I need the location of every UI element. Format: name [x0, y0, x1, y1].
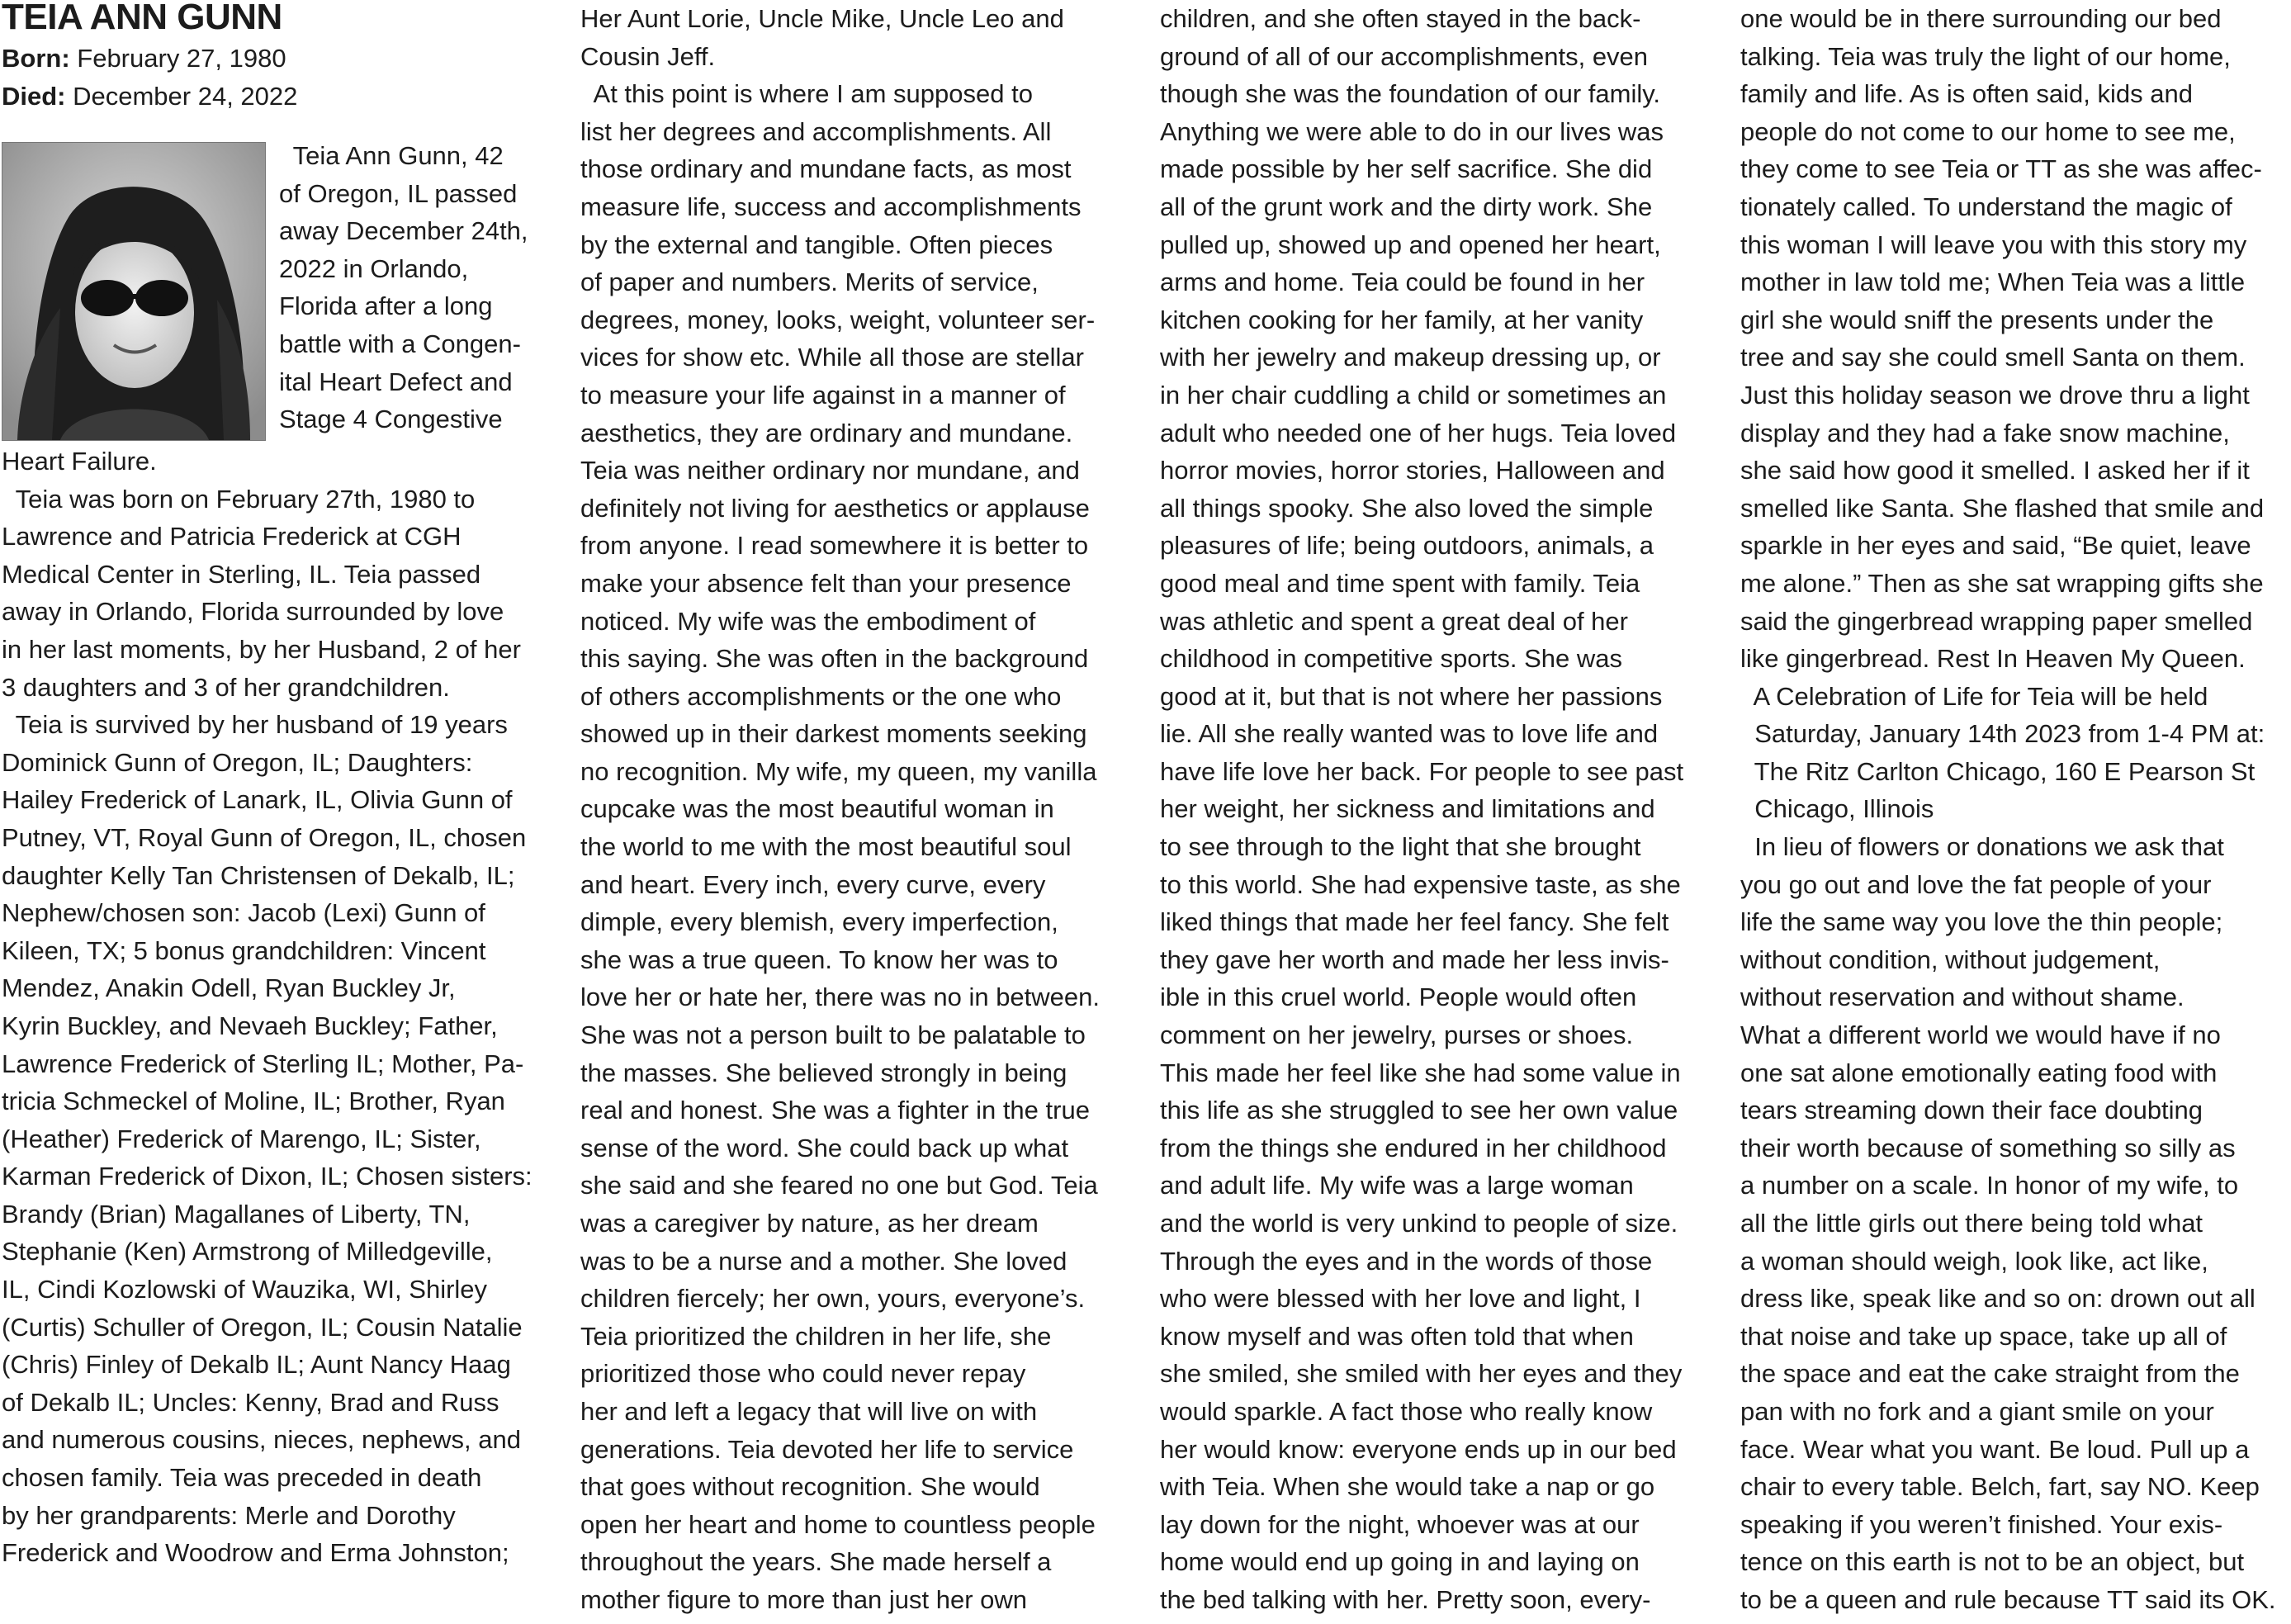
- text-line: Dominick Gunn of Oregon, IL; Daughters:: [2, 747, 473, 777]
- text-line: ground of all of our accomplishments, even: [1160, 41, 1649, 71]
- text-line: This made her feel like she had some value in: [1160, 1058, 1681, 1087]
- photo-wrap-text: [279, 137, 543, 438]
- text-line: in her last moments, by her Husband, 2 of her: [2, 634, 521, 664]
- text-line: girl she would sniff the presents under the: [1740, 305, 2214, 334]
- text-line: Stephanie (Ken) Armstrong of Milledgeville,: [2, 1237, 493, 1267]
- text-line: Brandy (Brian) Magallanes of Liberty, TN,: [2, 1199, 471, 1229]
- text-line: The Ritz Carlton Chicago, 160 E Pearson St: [1740, 756, 2255, 786]
- text-line: A Celebration of Life for Teia will be held: [1740, 681, 2208, 711]
- text-line: definitely not living for aesthetics or applause: [580, 493, 1090, 523]
- text-line: Frederick and Woodrow and Erma Johnston;: [2, 1538, 509, 1568]
- text-line: ital Heart Defect and: [279, 367, 513, 396]
- text-line: Just this holiday season we drove thru a light: [1740, 380, 2250, 410]
- text-line: smelled like Santa. She flashed that smile and: [1740, 493, 2265, 523]
- text-line: (Chris) Finley of Dekalb IL; Aunt Nancy Haag: [2, 1350, 511, 1380]
- text-line: Nephew/chosen son: Jacob (Lexi) Gunn of: [2, 898, 485, 928]
- text-line: like gingerbread. Rest In Heaven My Queen.: [1740, 644, 2246, 674]
- text-line: who were blessed with her love and light, I: [1160, 1284, 1641, 1314]
- text-line: Florida after a long: [279, 291, 493, 321]
- text-line: Anything we were able to do in our lives was: [1160, 116, 1664, 146]
- text-line: dress like, speak like and so on: drown out all: [1740, 1284, 2255, 1314]
- text-line: Kileen, TX; 5 bonus grandchildren: Vincent: [2, 935, 486, 965]
- text-line: from anyone. I read somewhere it is better to: [580, 531, 1089, 561]
- text-line: (Heather) Frederick of Marengo, IL; Sister,: [2, 1124, 481, 1153]
- text-line: all of the grunt work and the dirty work. She: [1160, 192, 1653, 221]
- text-line: know myself and was often told that when: [1160, 1321, 1634, 1351]
- text-line: 3 daughters and 3 of her grandchildren.: [2, 672, 450, 702]
- text-line: tree and say she could smell Santa on them.: [1740, 343, 2246, 372]
- text-line: 2022 in Orlando,: [279, 253, 469, 283]
- text-line: talking. Teia was truly the light of our home,: [1740, 41, 2231, 71]
- text-line: Teia was born on February 27th, 1980 to: [2, 484, 476, 514]
- column-3: [1160, 0, 1717, 1624]
- text-line: her weight, her sickness and limitations and: [1160, 794, 1655, 824]
- text-line: tionately called. To understand the magic of: [1740, 192, 2232, 221]
- text-line: no recognition. My wife, my queen, my vanilla: [580, 756, 1097, 786]
- text-line: by the external and tangible. Often pieces: [580, 230, 1053, 259]
- text-line: said the gingerbread wrapping paper smelled: [1740, 606, 2253, 636]
- died-line: [2, 78, 547, 116]
- photo-row: [2, 137, 547, 443]
- text-line: speaking if you weren’t finished. Your exis-: [1740, 1509, 2223, 1539]
- text-line: adult who needed one of her hugs. Teia loved: [1160, 418, 1677, 447]
- text-line: Karman Frederick of Dixon, IL; Chosen sisters:: [2, 1162, 533, 1191]
- text-line: those ordinary and mundane facts, as most: [580, 154, 1072, 184]
- text-line: dimple, every blemish, every imperfection,: [580, 907, 1058, 937]
- text-line: chair to every table. Belch, fart, say NO. Keep: [1740, 1472, 2260, 1502]
- text-line: Teia was neither ordinary nor mundane, and: [580, 456, 1080, 485]
- text-line: lie. All she really wanted was to love life and: [1160, 719, 1659, 749]
- text-line: comment on her jewelry, purses or shoes.: [1160, 1020, 1634, 1050]
- text-line: children fiercely; her own, yours, everyone’s.: [580, 1284, 1086, 1314]
- text-line: Mendez, Anakin Odell, Ryan Buckley Jr,: [2, 973, 456, 1003]
- text-line: IL, Cindi Kozlowski of Wauzika, WI, Shirley: [2, 1275, 488, 1304]
- text-line: and the world is very unkind to people of size.: [1160, 1209, 1678, 1238]
- text-line: childhood in competitive sports. She was: [1160, 644, 1623, 674]
- text-line: noticed. My wife was the embodiment of: [580, 606, 1036, 636]
- text-line: Stage 4 Congestive: [279, 405, 503, 434]
- text-line: one would be in there surrounding our bed: [1740, 4, 2222, 33]
- text-line: she smiled, she smiled with her eyes and they: [1160, 1359, 1683, 1389]
- text-line: a woman should weigh, look like, act like,: [1740, 1246, 2208, 1276]
- text-line: in her chair cuddling a child or sometimes an: [1160, 380, 1667, 410]
- text-line: Chicago, Illinois: [1740, 794, 1934, 824]
- text-line: from the things she endured in her childhood: [1160, 1133, 1667, 1162]
- column-2: [580, 0, 1135, 1624]
- text-line: love her or hate her, there was no in between.: [580, 982, 1101, 1012]
- text-line: kitchen cooking for her family, at her vanity: [1160, 305, 1644, 334]
- text-line: and heart. Every inch, every curve, every: [580, 869, 1046, 899]
- text-line: she was a true queen. To know her was to: [580, 945, 1058, 974]
- text-line: showed up in their darkest moments seeking: [580, 719, 1087, 749]
- text-line: She was not a person built to be palatable to: [580, 1020, 1086, 1050]
- text-line: Lawrence and Patricia Frederick at CGH: [2, 522, 462, 552]
- text-line: vices for show etc. While all those are stellar: [580, 343, 1084, 372]
- text-line: have life love her back. For people to see past: [1160, 756, 1684, 786]
- text-line: pulled up, showed up and opened her heart,: [1160, 230, 1661, 259]
- text-line: was to be a nurse and a mother. She loved: [580, 1246, 1067, 1276]
- column-3-body: [1160, 0, 1717, 1619]
- text-line: to measure your life against in a manner of: [580, 380, 1066, 410]
- text-line: What a different world we would have if no: [1740, 1020, 2221, 1050]
- text-line: Saturday, January 14th 2023 from 1-4 PM at:: [1740, 719, 2265, 749]
- text-line: without condition, without judgement,: [1740, 945, 2161, 974]
- text-line: her would know: everyone ends up in our bed: [1160, 1434, 1677, 1464]
- text-line: her and left a legacy that will live on with: [580, 1396, 1038, 1426]
- text-line: arms and home. Teia could be found in her: [1160, 268, 1645, 297]
- text-line: she said how good it smelled. I asked her if it: [1740, 456, 2250, 485]
- text-line: was a caregiver by nature, as her dream: [580, 1209, 1039, 1238]
- text-line: to see through to the light that she brought: [1160, 832, 1641, 862]
- text-line: the world to me with the most beautiful soul: [580, 832, 1072, 862]
- text-line: was athletic and spent a great deal of her: [1160, 606, 1628, 636]
- text-line: In lieu of flowers or donations we ask that: [1740, 832, 2224, 862]
- text-line: one sat alone emotionally eating food with: [1740, 1058, 2218, 1087]
- text-line: Hailey Frederick of Lanark, IL, Olivia Gunn of: [2, 785, 513, 815]
- column-1-body: [2, 443, 547, 1572]
- text-line: pan with no fork and a giant smile on your: [1740, 1396, 2214, 1426]
- died-value: December 24, 2022: [65, 82, 298, 111]
- text-line: by her grandparents: Merle and Dorothy: [2, 1500, 456, 1530]
- text-line: of paper and numbers. Merits of service,: [580, 268, 1039, 297]
- text-line: of others accomplishments or the one who: [580, 681, 1062, 711]
- text-line: without reservation and without shame.: [1740, 982, 2184, 1012]
- born-line: [2, 40, 547, 78]
- text-line: away December 24th,: [279, 216, 528, 246]
- text-line: this life as she struggled to see her own value: [1160, 1096, 1678, 1125]
- text-line: chosen family. Teia was preceded in death: [2, 1463, 482, 1493]
- text-line: good meal and time spent with family. Teia: [1160, 568, 1640, 598]
- text-line: of Oregon, IL passed: [279, 178, 518, 208]
- text-line: Teia is survived by her husband of 19 years: [2, 710, 508, 740]
- text-line: good at it, but that is not where her passions: [1160, 681, 1663, 711]
- text-line: make your absence felt than your presence: [580, 568, 1072, 598]
- text-line: Putney, VT, Royal Gunn of Oregon, IL, chosen: [2, 822, 527, 852]
- text-line: the bed talking with her. Pretty soon, every-: [1160, 1584, 1651, 1614]
- text-line: Heart Failure.: [2, 447, 157, 476]
- text-line: the space and eat the cake straight from the: [1740, 1359, 2240, 1389]
- text-line: real and honest. She was a fighter in the true: [580, 1096, 1090, 1125]
- text-line: they come to see Teia or TT as she was affec-: [1740, 154, 2262, 184]
- text-line: life the same way you love the thin people;: [1740, 907, 2223, 937]
- born-label: Born:: [2, 44, 70, 73]
- text-line: aesthetics, they are ordinary and mundane.: [580, 418, 1073, 447]
- text-line: away in Orlando, Florida surrounded by love: [2, 597, 504, 627]
- text-line: to be a queen and rule because TT said its OK.: [1740, 1584, 2276, 1614]
- text-line: Teia Ann Gunn, 42: [279, 141, 504, 170]
- text-line: me alone.” Then as she sat wrapping gifts she: [1740, 568, 2264, 598]
- text-line: they gave her worth and made her less invis-: [1160, 945, 1669, 974]
- obituary-name: TEIA ANN GUNN: [2, 0, 282, 37]
- text-line: pleasures of life; being outdoors, animals, a: [1160, 531, 1654, 561]
- text-line: that noise and take up space, take up all of: [1740, 1321, 2227, 1351]
- text-line: lay down for the night, whoever was at our: [1160, 1509, 1640, 1539]
- text-line: children, and she often stayed in the back-: [1160, 4, 1641, 33]
- text-line: their worth because of something so silly as: [1740, 1133, 2236, 1162]
- column-2-body: [580, 0, 1135, 1619]
- text-line: home would end up going in and laying on: [1160, 1547, 1640, 1577]
- text-line: that goes without recognition. She would: [580, 1472, 1040, 1502]
- text-line: though she was the foundation of our family.: [1160, 79, 1661, 109]
- text-line: measure life, success and accomplishments: [580, 192, 1082, 221]
- text-line: people do not come to our home to see me,: [1740, 116, 2236, 146]
- text-line: tence on this earth is not to be an object, but: [1740, 1547, 2245, 1577]
- text-line: (Curtis) Schuller of Oregon, IL; Cousin Natalie: [2, 1312, 523, 1342]
- text-line: Kyrin Buckley, and Nevaeh Buckley; Father,: [2, 1011, 498, 1040]
- text-line: Lawrence Frederick of Sterling IL; Mother, Pa-: [2, 1049, 524, 1078]
- text-line: cupcake was the most beautiful woman in: [580, 794, 1054, 824]
- text-line: tears streaming down their face doubting: [1740, 1096, 2203, 1125]
- text-line: mother figure to more than just her own: [580, 1584, 1028, 1614]
- text-line: prioritized those who could never repay: [580, 1359, 1026, 1389]
- text-line: made possible by her self sacrifice. She did: [1160, 154, 1653, 184]
- text-line: all things spooky. She also loved the simple: [1160, 493, 1654, 523]
- text-line: tricia Schmeckel of Moline, IL; Brother, Ryan: [2, 1087, 505, 1116]
- portrait-photo-icon: [2, 143, 265, 440]
- text-line: all the little girls out there being told what: [1740, 1209, 2203, 1238]
- text-line: family and life. As is often said, kids and: [1740, 79, 2193, 109]
- portrait-photo: [2, 142, 266, 441]
- died-label: Died:: [2, 82, 66, 111]
- text-line: with her jewelry and makeup dressing up, or: [1160, 343, 1661, 372]
- column-4: [1740, 0, 2291, 1624]
- text-line: throughout the years. She made herself a: [580, 1547, 1052, 1577]
- text-line: sparkle in her eyes and said, “Be quiet, leave: [1740, 531, 2251, 561]
- text-line: Cousin Jeff.: [580, 41, 716, 71]
- text-line: the masses. She believed strongly in being: [580, 1058, 1067, 1087]
- text-line: and numerous cousins, nieces, nephews, and: [2, 1425, 522, 1455]
- text-line: mother in law told me; When Teia was a little: [1740, 268, 2246, 297]
- text-line: with Teia. When she would take a nap or go: [1160, 1472, 1655, 1502]
- text-line: she said and she feared no one but God. Teia: [580, 1171, 1098, 1200]
- text-line: Teia prioritized the children in her life, she: [580, 1321, 1052, 1351]
- text-line: degrees, money, looks, weight, volunteer ser-: [580, 305, 1096, 334]
- text-line: of Dekalb IL; Uncles: Kenny, Brad and Russ: [2, 1387, 499, 1417]
- text-line: daughter Kelly Tan Christensen of Dekalb, IL;: [2, 860, 515, 890]
- text-line: liked things that made her feel fancy. She felt: [1160, 907, 1669, 937]
- text-line: Her Aunt Lorie, Uncle Mike, Uncle Leo and: [580, 4, 1064, 33]
- text-line: list her degrees and accomplishments. All: [580, 116, 1052, 146]
- born-value: February 27, 1980: [69, 44, 286, 73]
- text-line: generations. Teia devoted her life to service: [580, 1434, 1074, 1464]
- column-1: [2, 0, 547, 1624]
- text-line: horror movies, horror stories, Halloween and: [1160, 456, 1665, 485]
- text-line: At this point is where I am supposed to: [580, 79, 1033, 109]
- text-line: sense of the word. She could back up what: [580, 1133, 1069, 1162]
- text-line: you go out and love the fat people of your: [1740, 869, 2212, 899]
- text-line: Medical Center in Sterling, IL. Teia passed: [2, 559, 481, 589]
- text-line: to this world. She had expensive taste, as she: [1160, 869, 1681, 899]
- text-line: ible in this cruel world. People would often: [1160, 982, 1637, 1012]
- text-line: this saying. She was often in the background: [580, 644, 1089, 674]
- text-line: open her heart and home to countless people: [580, 1509, 1096, 1539]
- column-4-body: [1740, 0, 2291, 1619]
- text-line: this woman I will leave you with this story my: [1740, 230, 2247, 259]
- text-line: would sparkle. A fact those who really know: [1160, 1396, 1653, 1426]
- text-line: a number on a scale. In honor of my wife, to: [1740, 1171, 2239, 1200]
- text-line: face. Wear what you want. Be loud. Pull up a: [1740, 1434, 2250, 1464]
- text-line: and adult life. My wife was a large woman: [1160, 1171, 1634, 1200]
- text-line: display and they had a fake snow machine,: [1740, 418, 2230, 447]
- text-line: battle with a Congen-: [279, 329, 521, 358]
- text-line: Through the eyes and in the words of those: [1160, 1246, 1653, 1276]
